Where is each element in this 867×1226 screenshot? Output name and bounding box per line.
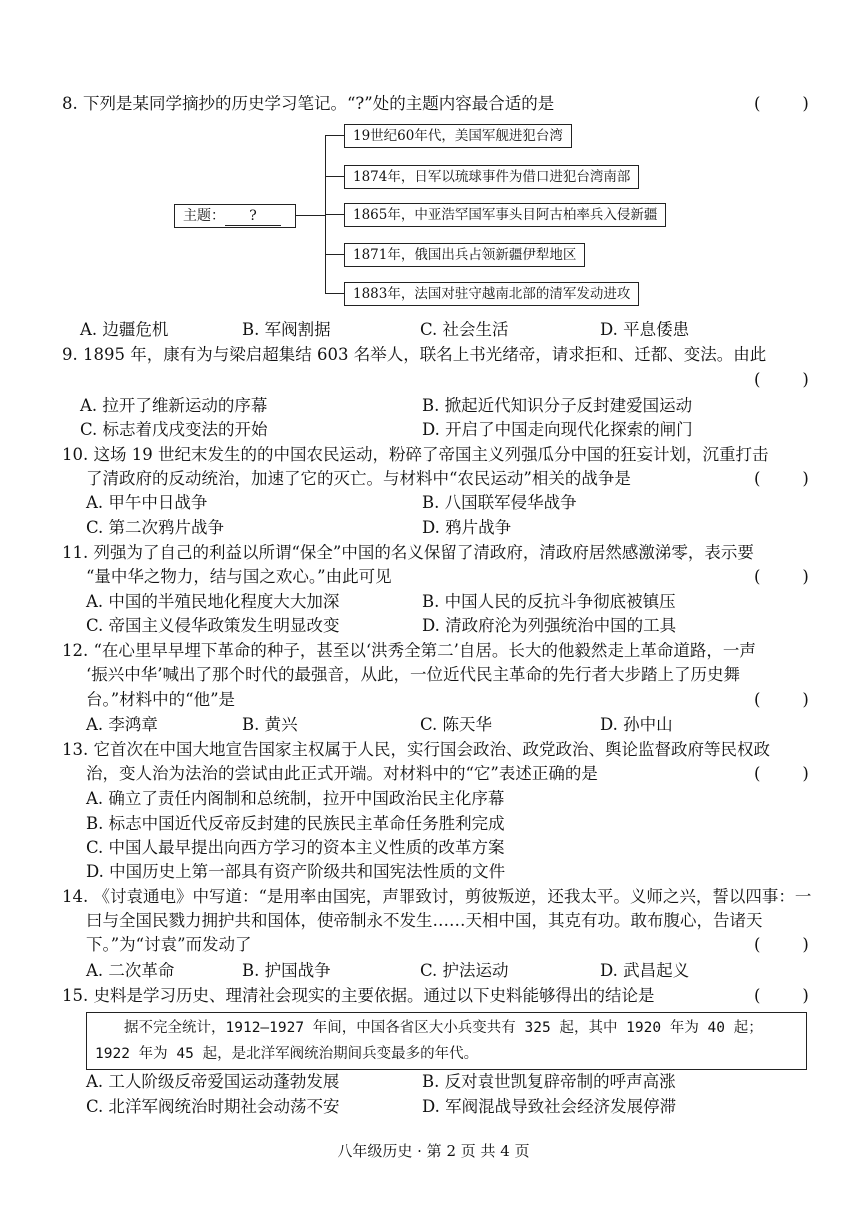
note-box: 19世纪60年代，美国军舰进犯台湾: [344, 124, 572, 148]
option-d[interactable]: D. 孙中山: [600, 715, 673, 734]
q13-stem-line: 治，变人治为法治的尝试由此正式开端。对材料中的“它”表述正确的是: [86, 764, 598, 783]
option-c[interactable]: C. 社会生活: [420, 320, 509, 339]
connector-line: [325, 254, 344, 255]
source-quote-line: 1922 年为 45 起，是北洋军阀统治期间兵变最多的年代。: [95, 1046, 479, 1062]
q11-stem-line: 11. 列强为了自己的利益以所谓“保全”中国的名义保留了清政府，清政府居然感激涕零，表示要: [62, 543, 754, 562]
connector-line: [296, 215, 326, 216]
connector-line: [325, 176, 344, 177]
theme-blank: ?: [225, 207, 281, 226]
option-d[interactable]: D. 鸦片战争: [422, 518, 512, 537]
q12-stem-line: 12. “在心里早早埋下革命的种子，甚至以‘洪秀全第二’自居。长大的他毅然走上革命道路，一声: [62, 641, 756, 660]
connector-line: [325, 214, 344, 215]
q12-stem-line: ‘振兴中华’喊出了那个时代的最强音，从此，一位近代民主革命的先行者大步踏上了历史舞: [86, 665, 740, 684]
q9-answer-paren: ( ): [754, 370, 809, 389]
q13-stem-line: 13. 它首次在中国大地宣告国家主权属于人民，实行国会政治、政党政治、舆论监督政府等民权政: [62, 740, 770, 759]
option-b[interactable]: B. 掀起近代知识分子反封建爱国运动: [422, 396, 693, 415]
option-a[interactable]: A. 李鸿章: [86, 715, 158, 734]
option-b[interactable]: B. 中国人民的反抗斗争彻底被镇压: [422, 592, 676, 611]
option-c[interactable]: C. 北洋军阀统治时期社会动荡不安: [86, 1097, 340, 1116]
note-box: 1871年，俄国出兵占领新疆伊犁地区: [344, 243, 585, 267]
note-box: 1874年，日军以琉球事件为借口进犯台湾南部: [344, 165, 639, 189]
option-d[interactable]: D. 开启了中国走向现代化探索的闸门: [422, 420, 693, 439]
q15-answer-paren: ( ): [754, 986, 809, 1005]
q11-stem-line: “量中华之物力，结与国之欢心。”由此可见: [86, 567, 392, 586]
option-d[interactable]: D. 军阀混战导致社会经济发展停滞: [422, 1097, 677, 1116]
note-box: 1865年，中亚浩罕国军事头目阿古柏率兵入侵新疆: [344, 203, 666, 227]
option-a[interactable]: A. 边疆危机: [80, 320, 169, 339]
q13-answer-paren: ( ): [754, 764, 809, 783]
theme-box: [174, 204, 296, 228]
option-d[interactable]: D. 中国历史上第一部具有资产阶级共和国宪法性质的文件: [86, 862, 506, 881]
note-box: 1883年，法国对驻守越南北部的清军发动进攻: [344, 282, 639, 306]
q8-stem: 8. 下列是某同学摘抄的历史学习笔记。“?”处的主题内容最合适的是: [62, 94, 555, 113]
q15-stem: 15. 史料是学习历史、理清社会现实的主要依据。通过以下史料能够得出的结论是: [62, 986, 655, 1005]
q14-answer-paren: ( ): [754, 935, 809, 954]
option-b[interactable]: B. 护国战争: [242, 961, 331, 980]
option-a[interactable]: A. 中国的半殖民地化程度大大加深: [86, 592, 340, 611]
q10-stem-line: 10. 这场 19 世纪末发生的的中国农民运动，粉碎了帝国主义列强瓜分中国的狂妄计划，沉重打击: [62, 445, 769, 464]
q12-answer-paren: ( ): [754, 690, 809, 709]
q9-stem: 9. 1895 年，康有为与梁启超集结 603 名举人，联名上书光绪帝，请求拒和、迁都、变法。由此: [62, 345, 767, 364]
source-quote-box: [86, 1012, 807, 1070]
option-c[interactable]: C. 标志着戊戌变法的开始: [80, 420, 268, 439]
source-quote-line: 据不完全统计，1912—1927 年间，中国各省区大小兵变共有 325 起，其中 1920 年为 40 起；: [124, 1020, 763, 1036]
option-a[interactable]: A. 确立了责任内阁制和总统制，拉开中国政治民主化序幕: [86, 789, 505, 808]
option-c[interactable]: C. 第二次鸦片战争: [86, 518, 225, 537]
option-c[interactable]: C. 陈天华: [420, 715, 493, 734]
q10-stem-line: 了清政府的反动统治，加速了它的灭亡。与材料中“农民运动”相关的战争是: [86, 469, 631, 488]
q14-stem-line: 曰与全国民戮力拥护共和国体，使帝制永不发生……天相中国，其克有功。敢布腹心，告诸天: [86, 911, 763, 930]
q14-stem-line: 下。”为“讨袁”而发动了: [86, 935, 252, 954]
option-d[interactable]: D. 武昌起义: [600, 961, 690, 980]
option-b[interactable]: B. 军阀割据: [242, 320, 331, 339]
option-a[interactable]: A. 甲午中日战争: [86, 493, 208, 512]
option-b[interactable]: B. 八国联军侵华战争: [422, 493, 577, 512]
q8-answer-paren: ( ): [754, 94, 809, 113]
option-d[interactable]: D. 清政府沦为列强统治中国的工具: [422, 616, 677, 635]
option-c[interactable]: C. 中国人最早提出向西方学习的资本主义性质的改革方案: [86, 838, 505, 857]
q14-stem-line: 14. 《讨袁通电》中写道：“是用率由国宪，声罪致讨，剪彼叛逆，还我太平。义师之兴，誓以四事：一: [62, 887, 812, 906]
option-b[interactable]: B. 反对袁世凯复辟帝制的呼声高涨: [422, 1072, 676, 1091]
connector-line: [325, 135, 344, 136]
option-c[interactable]: C. 护法运动: [420, 961, 509, 980]
option-b[interactable]: B. 标志中国近代反帝反封建的民族民主革命任务胜利完成: [86, 814, 505, 833]
option-a[interactable]: A. 拉开了维新运动的序幕: [80, 396, 268, 415]
option-b[interactable]: B. 黄兴: [242, 715, 298, 734]
option-a[interactable]: A. 工人阶级反帝爱国运动蓬勃发展: [86, 1072, 340, 1091]
option-a[interactable]: A. 二次革命: [86, 961, 175, 980]
q10-answer-paren: ( ): [754, 469, 809, 488]
q11-answer-paren: ( ): [754, 567, 809, 586]
option-c[interactable]: C. 帝国主义侵华政策发生明显改变: [86, 616, 340, 635]
theme-label: 主题：: [183, 208, 225, 224]
q12-stem-line: 台。”材料中的“他”是: [86, 690, 236, 709]
page-footer: 八年级历史 · 第 2 页 共 4 页: [337, 1142, 530, 1160]
option-d[interactable]: D. 平息倭患: [600, 320, 690, 339]
connector-line: [325, 293, 344, 294]
